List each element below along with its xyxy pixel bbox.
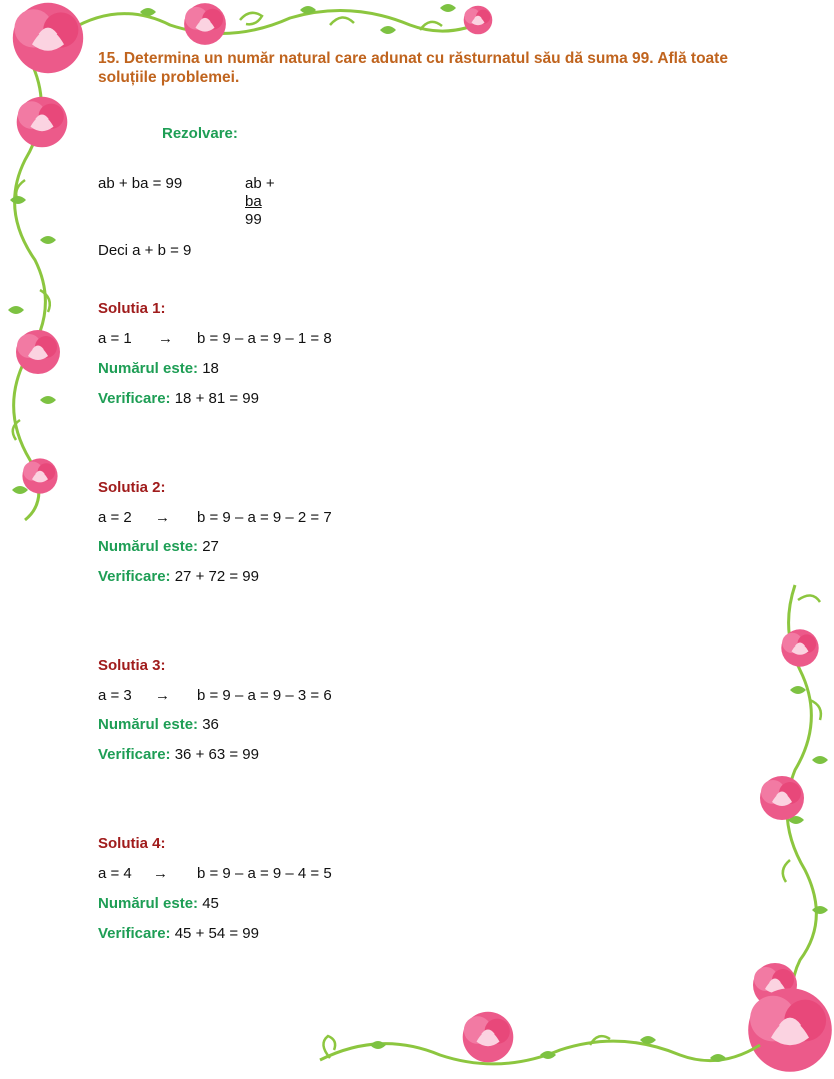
solution-4-verificare: Verificare: 45 + 54 = 99 (98, 925, 259, 942)
column-result: 99 (245, 211, 262, 228)
rose-icon (13, 3, 83, 73)
solution-2-a: a = 2 (98, 509, 132, 526)
arrow-icon: → (153, 865, 168, 882)
solution-1-title: Solutia 1: (98, 300, 166, 317)
solution-4-b: b = 9 – a = 9 – 4 = 5 (197, 865, 332, 882)
solution-4-numar: Numărul este: 45 (98, 895, 219, 912)
solution-3-b: b = 9 – a = 9 – 3 = 6 (197, 687, 332, 704)
solution-1-a: a = 1 (98, 330, 132, 347)
solution-2-b: b = 9 – a = 9 – 2 = 7 (197, 509, 332, 526)
vine-decoration (70, 10, 490, 33)
rezolvare-heading: Rezolvare: (162, 125, 238, 142)
solution-1-b: b = 9 – a = 9 – 1 = 8 (197, 330, 332, 347)
equation-left: ab + ba = 99 (98, 175, 183, 192)
solution-2-verificare: Verificare: 27 + 72 = 99 (98, 568, 259, 585)
column-addition (245, 175, 275, 229)
solution-2-title: Solutia 2: (98, 479, 166, 496)
solution-2-numar: Numărul este: 27 (98, 538, 219, 555)
solution-3-title: Solutia 3: (98, 657, 166, 674)
deci-line: Deci a + b = 9 (98, 242, 192, 259)
solution-1-verificare: Verificare: 18 + 81 = 99 (98, 390, 259, 407)
solution-4-title: Solutia 4: (98, 835, 166, 852)
solution-4-a: a = 4 (98, 865, 132, 882)
arrow-icon: → (155, 509, 170, 526)
solution-3-verificare: Verificare: 36 + 63 = 99 (98, 746, 259, 763)
arrow-icon: → (158, 330, 173, 347)
problem-statement: 15. Determina un număr natural care adunat cu răsturnatul său dă suma 99. Află toate soluțiile problemei. (98, 50, 728, 86)
solution-1-numar: Numărul este: 18 (98, 360, 219, 377)
arrow-icon: → (155, 687, 170, 704)
column-line-1: ab + (245, 175, 275, 192)
solution-3-numar: Numărul este: 36 (98, 716, 219, 733)
solution-3-a: a = 3 (98, 687, 132, 704)
column-line-2: ba (245, 193, 262, 210)
